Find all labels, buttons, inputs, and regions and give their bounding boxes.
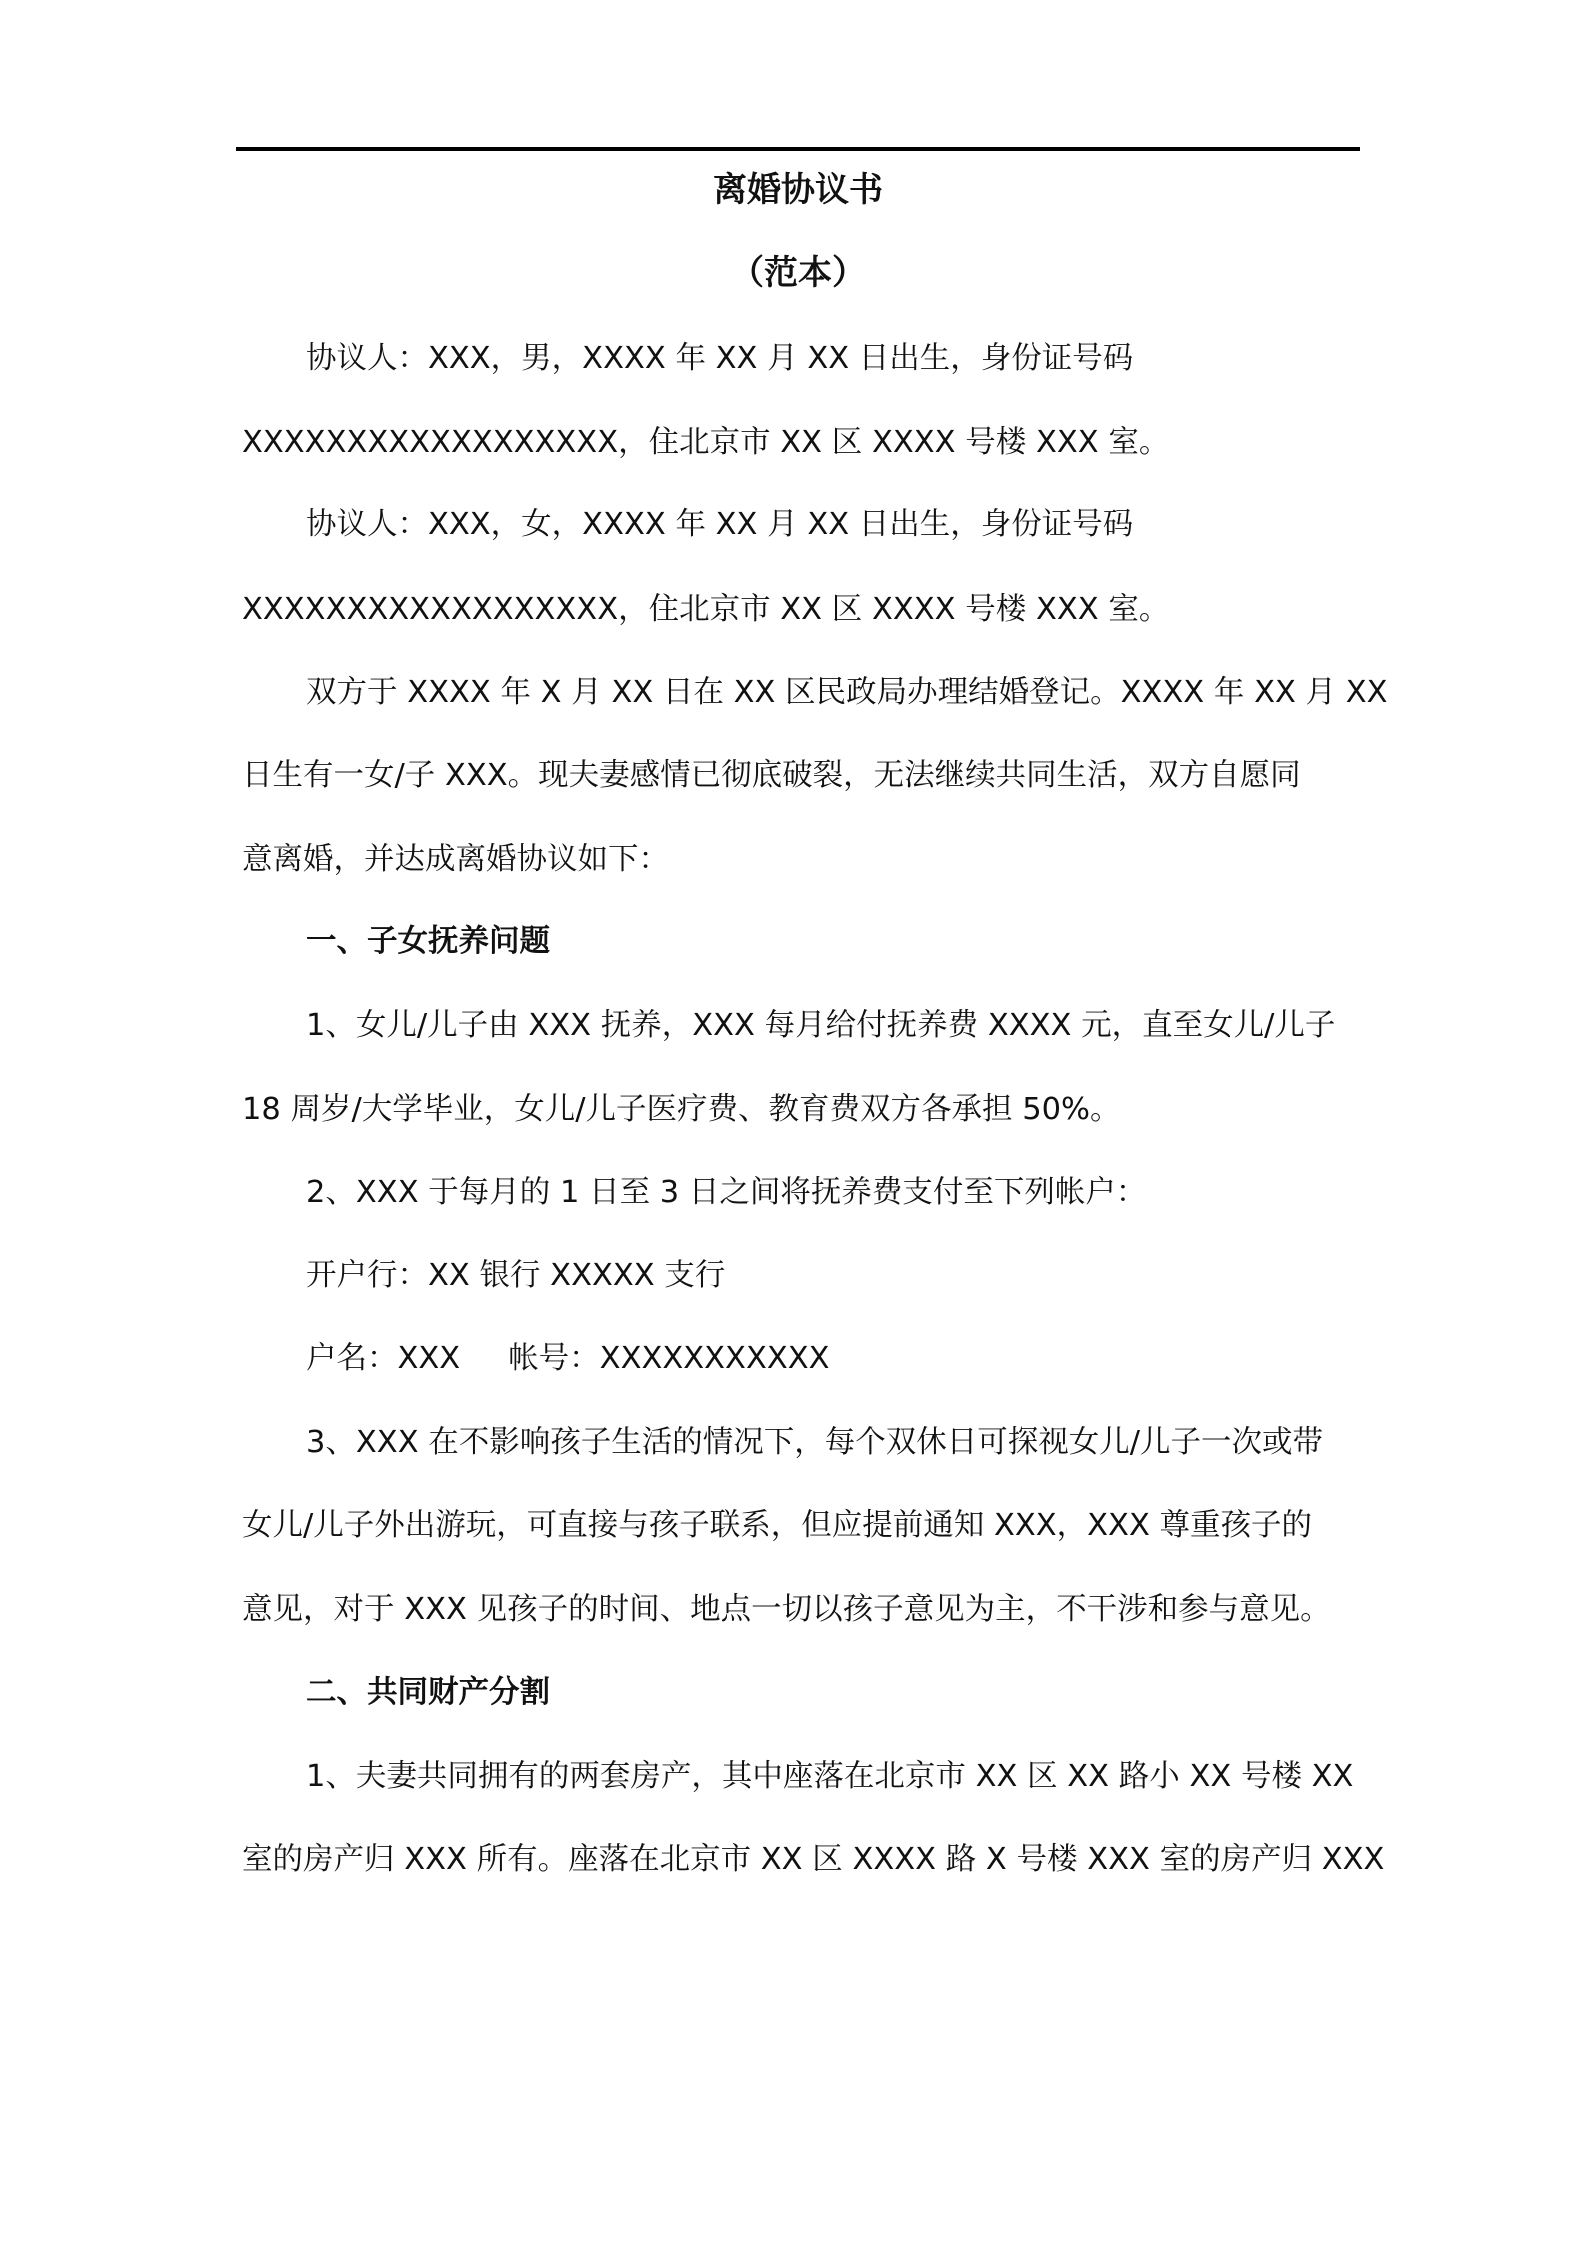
account-holder: 户名：XXX: [306, 1341, 461, 1376]
clause-1-3-line-1: 3、XXX 在不影响孩子生活的情况下，每个双休日可探视女儿/儿子一次或带: [306, 1425, 1324, 1460]
party-1-line-2: XXXXXXXXXXXXXXXXXX，住北京市 XX 区 XXXX 号楼 XXX 室。: [242, 425, 1170, 460]
document-title: 离婚协议书: [713, 170, 883, 210]
clause-1-1-line-2: 18 周岁/大学毕业，女儿/儿子医疗费、教育费双方各承担 50%。: [242, 1092, 1121, 1127]
header-rule: [236, 147, 1360, 151]
intro-line-3: 意离婚，并达成离婚协议如下：: [242, 842, 669, 877]
bank-name-line: 开户行：XX 银行 XXXXX 支行: [306, 1258, 726, 1293]
clause-1-1-line-1: 1、女儿/儿子由 XXX 抚养，XXX 每月给付抚养费 XXXX 元，直至女儿/儿子: [306, 1008, 1336, 1043]
account-line: [306, 1339, 1362, 1379]
clause-2-1-line-2: 室的房产归 XXX 所有。座落在北京市 XX 区 XXXX 路 X 号楼 XXX 室的房产归 XXX: [242, 1842, 1385, 1877]
party-2-line-2: XXXXXXXXXXXXXXXXXX，住北京市 XX 区 XXXX 号楼 XXX 室。: [242, 592, 1170, 627]
account-number: 帐号：XXXXXXXXXXX: [508, 1341, 830, 1376]
section-heading-property-division: 二、共同财产分割: [306, 1675, 550, 1710]
clause-1-3-line-3: 意见，对于 XXX 见孩子的时间、地点一切以孩子意见为主，不干涉和参与意见。: [242, 1592, 1331, 1627]
section-heading-child-custody: 一、子女抚养问题: [306, 924, 550, 959]
document-subtitle: （范本）: [730, 253, 866, 293]
clause-2-1-line-1: 1、夫妻共同拥有的两套房产，其中座落在北京市 XX 区 XX 路小 XX 号楼 XX: [306, 1759, 1354, 1794]
intro-line-2: 日生有一女/子 XXX。现夫妻感情已彻底破裂，无法继续共同生活，双方自愿同: [242, 758, 1301, 793]
intro-line-1: 双方于 XXXX 年 X 月 XX 日在 XX 区民政局办理结婚登记。XXXX 年 XX 月 XX: [306, 675, 1388, 710]
party-1-line-1: 协议人：XXX，男，XXXX 年 XX 月 XX 日出生，身份证号码: [306, 341, 1134, 376]
clause-1-3-line-2: 女儿/儿子外出游玩，可直接与孩子联系，但应提前通知 XXX，XXX 尊重孩子的: [242, 1508, 1313, 1543]
clause-1-2-line-1: 2、XXX 于每月的 1 日至 3 日之间将抚养费支付至下列帐户：: [306, 1175, 1147, 1210]
party-2-line-1: 协议人：XXX，女，XXXX 年 XX 月 XX 日出生，身份证号码: [306, 507, 1134, 542]
